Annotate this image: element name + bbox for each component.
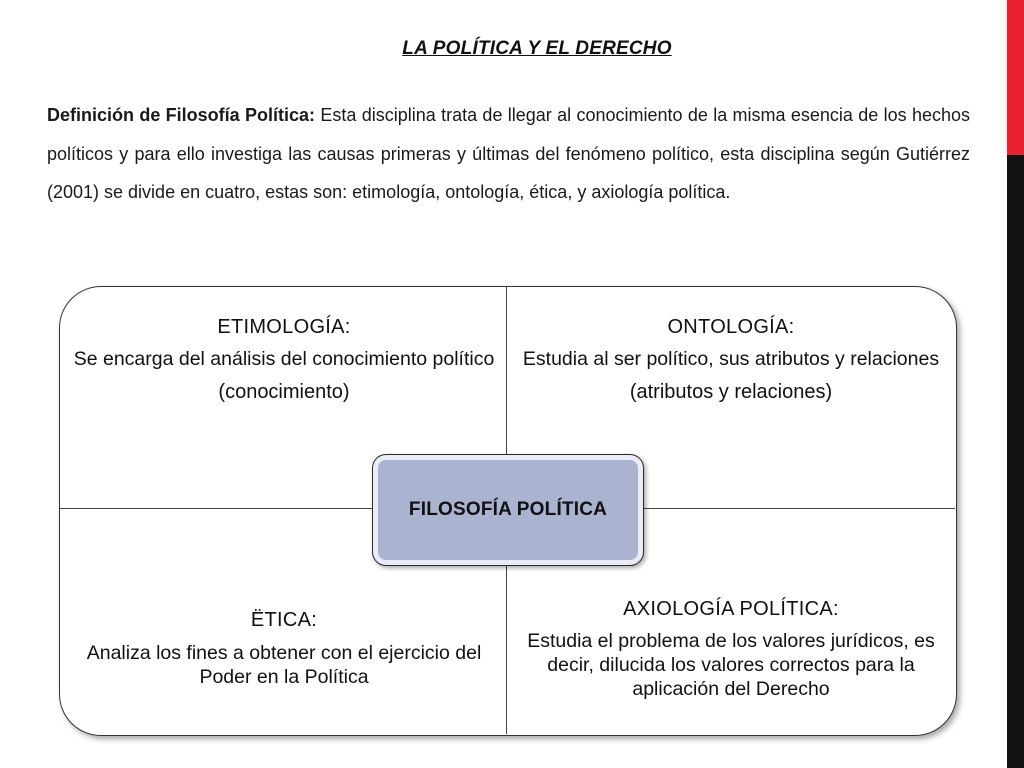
quadrant-axiologia (515, 598, 947, 701)
quadrant-description: Analiza los fines a obtener con el ejercicio del Poder en la Política (86, 642, 482, 688)
slide-title: LA POLÍTICA Y EL DERECHO (402, 38, 672, 59)
quadrant-etimologia (70, 316, 498, 404)
quadrant-note: (conocimiento) (218, 381, 350, 403)
quadrant-title: ETIMOLOGÍA: (217, 316, 351, 338)
quadrant-title: ONTOLOGÍA: (667, 316, 795, 338)
quadrant-etica (70, 609, 498, 689)
definition-paragraph (47, 96, 970, 212)
center-concept-box: FILOSOFÍA POLÍTICA (372, 454, 644, 566)
definition-term: Definición de Filosofía Política: (47, 105, 316, 125)
quadrant-title: ËTICA: (250, 609, 318, 631)
definition-text: Esta disciplina trata de llegar al conocimiento de la misma esencia de los hechos políticos y para ello investiga las causas primeras y últimas del fenómeno político, esta disciplina según Gutiérrez (2001) se divide en cuatro, estas son: etimología, ontología, ética, y axiología política. (47, 105, 970, 202)
quadrant-ontologia (515, 316, 947, 404)
accent-bar-black (1007, 155, 1024, 768)
quadrant-description: Estudia el problema de los valores jurídicos, es decir, dilucida los valores correctos para la aplicación del Derecho (527, 630, 935, 700)
quadrant-note: (atributos y relaciones) (629, 381, 833, 403)
quadrant-description: Se encarga del análisis del conocimiento político (73, 348, 495, 370)
quadrant-title: AXIOLOGÍA POLÍTICA: (623, 598, 839, 620)
accent-bar-red (1007, 0, 1024, 155)
quadrant-description: Estudia al ser político, sus atributos y relaciones (522, 348, 940, 370)
